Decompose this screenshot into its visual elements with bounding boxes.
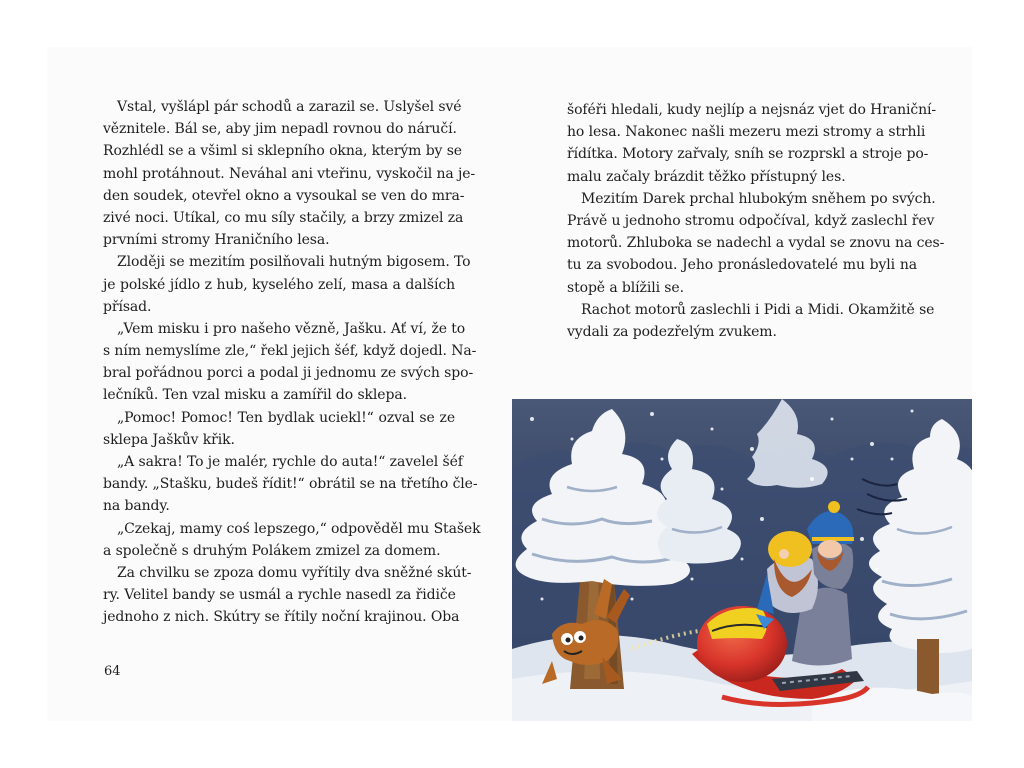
snowmobile-illustration (512, 399, 972, 721)
book-spread (47, 47, 972, 721)
text-line: s ním nemyslíme zle,“ řekl jejich šéf, když dojedl. Na- (103, 343, 477, 360)
text-line: vydali za podezřelým zvukem. (567, 323, 777, 340)
left-text-column (103, 96, 481, 629)
text-line: Mezitím Darek prchal hlubokým sněhem po svých. (581, 190, 936, 207)
text-line: na bandy. (103, 498, 170, 515)
text-line: „Vem misku i pro našeho vězně, Jašku. Ať ví, že to (117, 320, 466, 337)
text-line: lečníků. Ten vzal misku a zamířil do sklepa. (103, 387, 407, 404)
text-line: sklepa Jaškův křik. (103, 431, 235, 448)
left-page (47, 47, 509, 721)
text-line: je polské jídlo z hub, kyselého zelí, masa a dalších (103, 276, 455, 293)
text-line: Rozhlédl se a všiml si sklepního okna, kterým by se (103, 143, 462, 160)
text-line: malu začaly brázdit těžko přístupný les. (567, 168, 846, 185)
right-text-column (567, 99, 945, 343)
text-line: Rachot motorů zaslechli i Pidi a Midi. Okamžitě se (581, 301, 935, 318)
page-number: 64 (104, 664, 121, 679)
text-line: „Czekaj, mamy coś lepszego,“ odpověděl mu Stašek (117, 520, 481, 537)
text-line: věznitele. Bál se, aby jim nepadl rovnou do náručí. (103, 121, 457, 138)
text-line: „Pomoc! Pomoc! Ten bydlak uciekl!“ ozval se ze (117, 409, 455, 426)
text-line: bral pořádnou porci a podal ji jednomu ze svých spo- (103, 365, 474, 382)
text-line: řídítka. Motory zařvaly, sníh se rozprskl a stroje po- (567, 146, 929, 163)
text-line: bandy. „Stašku, budeš řídit!“ obrátil se na třetího čle- (103, 476, 478, 493)
text-line: Zloději se mezitím posilňovali hutným bigosem. To (117, 254, 471, 271)
text-line: jednoho z nich. Skútry se řítily noční krajinou. Oba (103, 609, 460, 626)
text-line: „A sakra! To je malér, rychle do auta!“ zavelel šéf (117, 454, 463, 470)
text-line: Vstal, vyšlápl pár schodů a zarazil se. Uslyšel své (117, 99, 462, 115)
text-line: přísad. (103, 298, 152, 315)
text-line: mohl protáhnout. Neváhal ani vteřinu, vyskočil na je- (103, 165, 476, 182)
text-line: motorů. Zhluboka se nadechl a vydal se znovu na ces- (567, 235, 945, 252)
text-line: tu za svobodou. Jeho pronásledovatelé mu byli na (567, 257, 917, 274)
text-line: stopě a blížili se. (567, 279, 684, 296)
text-line: šoféři hledali, kudy nejlíp a nejsnáz vjet do Hraniční- (567, 102, 937, 118)
text-line: a společně s druhým Polákem zmizel za domem. (103, 542, 441, 559)
text-line: ho lesa. Nakonec našli mezeru mezi stromy a strhli (567, 124, 926, 141)
text-line: ry. Velitel bandy se usmál a rychle nasedl za řidiče (103, 587, 456, 604)
text-line: Právě u jednoho stromu odpočíval, když zaslechl řev (567, 212, 935, 229)
text-line: Za chvilku se zpoza domu vyřítily dva sněžné skút- (117, 564, 472, 581)
text-line: prvními stromy Hraničního lesa. (103, 232, 330, 249)
text-line: den soudek, otevřel okno a vysoukal se ven do mra- (103, 187, 465, 204)
text-line: zivé noci. Utíkal, co mu síly stačily, a brzy zmizel za (103, 209, 464, 226)
